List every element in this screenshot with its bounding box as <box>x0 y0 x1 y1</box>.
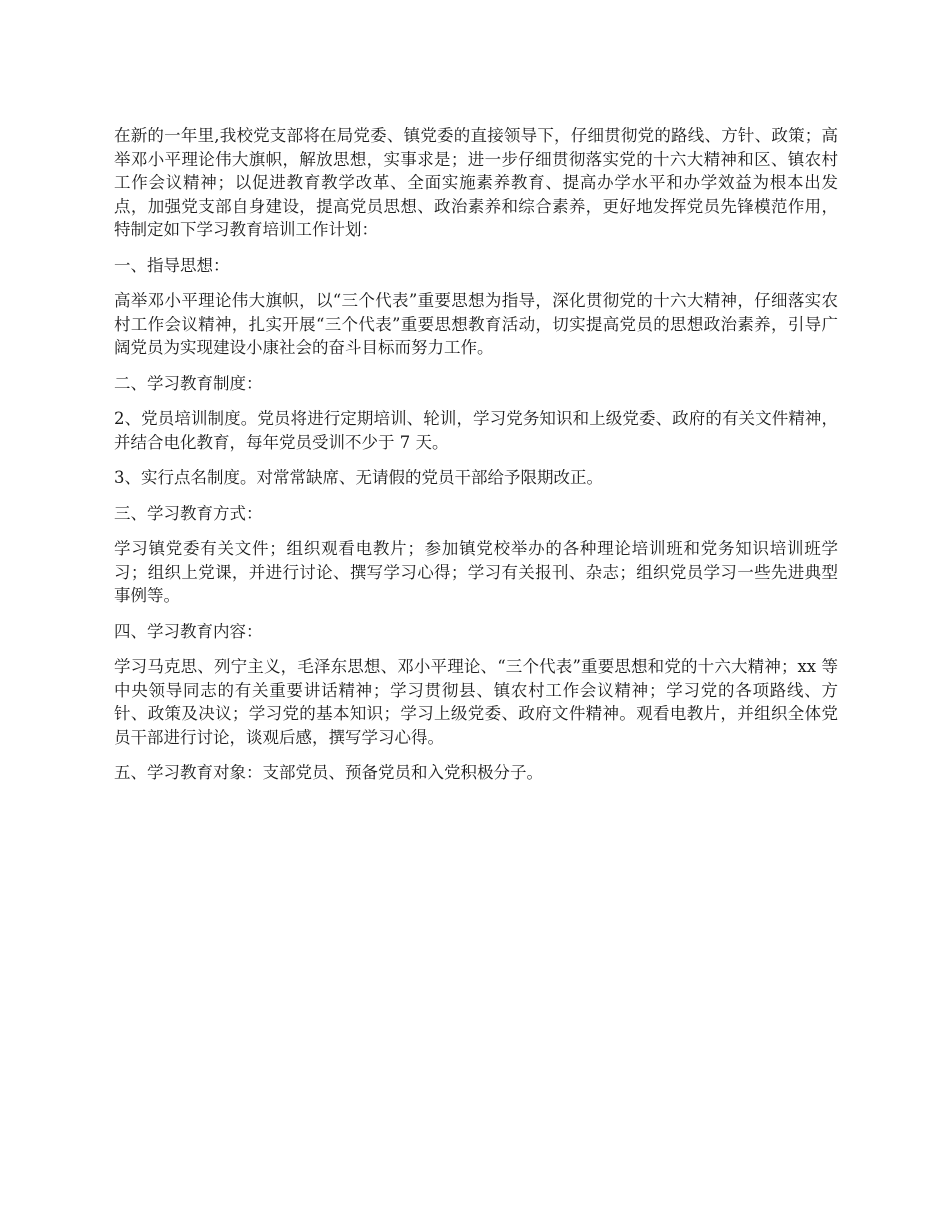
study-content-paragraph: 学习马克思、列宁主义，毛泽东思想、邓小平理论、“三个代表”重要思想和党的十六大精神；xx 等中央领导同志的有关重要讲话精神；学习贯彻县、镇农村工作会议精神；学习党的各项路线、方针、政策及决议；学习党的基本知识；学习上级党委、政府文件精神。观看电教片，并组织全体党员干部进行讨论，谈观后感，撰写学习心得。 <box>114 657 838 747</box>
document-page <box>114 124 838 797</box>
section-heading-study-content: 四、学习教育内容： <box>114 621 263 641</box>
study-method-paragraph: 学习镇党委有关文件；组织观看电教片；参加镇党校举办的各种理论培训班和党务知识培训班学习；组织上党课，并进行讨论、撰写学习心得；学习有关报刊、杂志；组织党员学习一些先进典型事例等。 <box>114 539 838 605</box>
intro-paragraph: 在新的一年里,我校党支部将在局党委、镇党委的直接领导下，仔细贯彻党的路线、方针、政策；高举邓小平理论伟大旗帜，解放思想，实事求是；进一步仔细贯彻落实党的十六大精神和区、镇农村工作会议精神；以促进教育教学改革、全面实施素养教育、提高办学水平和办学效益为根本出发点，加强党支部自身建设，提高党员思想、政治素养和综合素养，更好地发挥党员先锋模范作用，特制定如下学习教育培训工作计划： <box>114 126 838 239</box>
guiding-thought-paragraph: 高举邓小平理论伟大旗帜，以“三个代表”重要思想为指导，深化贯彻党的十六大精神，仔细落实农村工作会议精神，扎实开展“三个代表”重要思想教育活动，切实提高党员的思想政治素养，引导广阔党员为实现建设小康社会的奋斗目标而努力工作。 <box>114 291 838 357</box>
section-heading-study-system: 二、学习教育制度： <box>114 373 263 393</box>
section-heading-guiding-thought: 一、指导思想： <box>114 255 230 275</box>
training-system-paragraph: 2、党员培训制度。党员将进行定期培训、轮训，学习党务知识和上级党委、政府的有关文件精神，并结合电化教育，每年党员受训不少于 7 天。 <box>114 409 838 452</box>
section-heading-study-target: 五、学习教育对象：支部党员、预备党员和入党积极分子。 <box>114 763 543 782</box>
section-heading-study-method: 三、学习教育方式： <box>114 503 263 523</box>
roll-call-system-paragraph: 3、实行点名制度。对常常缺席、无请假的党员干部给予限期改正。 <box>114 468 603 487</box>
